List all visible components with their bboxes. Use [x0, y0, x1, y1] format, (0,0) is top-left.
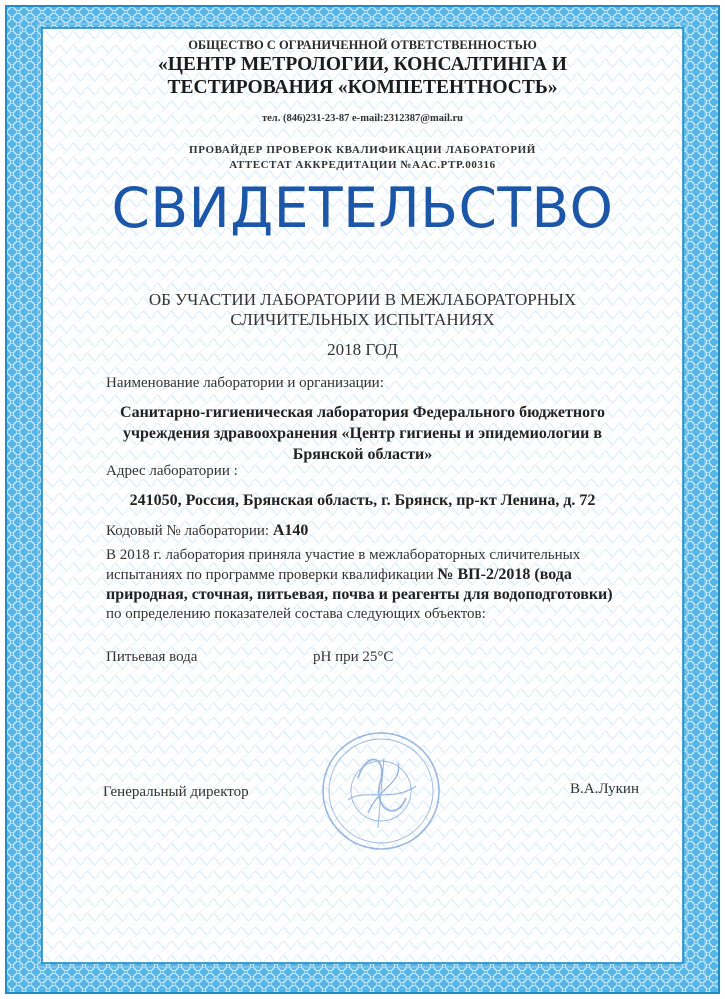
org-legal-form: ОБЩЕСТВО С ОГРАНИЧЕННОЙ ОТВЕТСТВЕННОСТЬЮ — [188, 38, 537, 52]
lab-code-label: Кодовый № лаборатории: — [106, 523, 270, 539]
lab-code-row — [106, 522, 308, 540]
org-name-line1: «ЦЕНТР МЕТРОЛОГИИ, КОНСАЛТИНГА И — [158, 54, 567, 75]
test-indicator: pH при 25°С — [313, 649, 394, 665]
org-name-line2: ТЕСТИРОВАНИЯ «КОМПЕТЕНТНОСТЬ» — [167, 77, 558, 98]
body-text-line1: В 2018 г. лаборатория приняла участие в межлабораторных сличительных — [106, 547, 581, 563]
body-text-line2-start: испытаниях по программе проверки квалификации — [106, 567, 434, 583]
program-number: № ВП-2/2018 (вода — [437, 566, 572, 583]
certificate-title: СВИДЕТЕЛЬСТВО — [111, 176, 614, 240]
director-title: Генеральный директор — [103, 784, 249, 800]
lab-name-line3: Брянской области» — [292, 446, 433, 463]
lab-address: 241050, Россия, Брянская область, г. Брянск, пр-кт Ленина, д. 72 — [129, 492, 596, 509]
provider-line: ПРОВАЙДЕР ПРОВЕРОК КВАЛИФИКАЦИИ ЛАБОРАТОРИЙ — [189, 144, 536, 156]
seal-stamp — [318, 728, 444, 854]
lab-name-label: Наименование лаборатории и организации: — [106, 375, 384, 391]
accreditation-line: АТТЕСТАТ АККРЕДИТАЦИИ №ААС.РТР.00316 — [229, 159, 496, 171]
org-contacts: тел. (846)231-23-87 e-mail:2312387@mail.ru — [261, 113, 464, 124]
certificate-subtitle-line2: СЛИЧИТЕЛЬНЫХ ИСПЫТАНИЯХ — [230, 310, 495, 329]
address-label: Адрес лаборатории : — [106, 463, 238, 479]
certificate-subtitle-line1: ОБ УЧАСТИИ ЛАБОРАТОРИИ В МЕЖЛАБОРАТОРНЫХ — [148, 290, 577, 309]
lab-code-value: А140 — [272, 522, 309, 539]
lab-name-line1: Санитарно-гигиеническая лаборатория Федерального бюджетного — [120, 404, 605, 421]
program-description: природная, сточная, питьевая, почва и реагенты для водоподготовки) — [106, 586, 613, 603]
body-text-line4: по определению показателей состава следующих объектов: — [106, 606, 486, 622]
test-object: Питьевая вода — [106, 649, 198, 665]
director-name: В.А.Лукин — [570, 781, 639, 797]
lab-name-line2: учреждения здравоохранения «Центр гигиены и эпидемиологии в — [123, 425, 602, 442]
body-text-line2 — [106, 566, 572, 584]
certificate-year: 2018 ГОД — [327, 340, 398, 359]
